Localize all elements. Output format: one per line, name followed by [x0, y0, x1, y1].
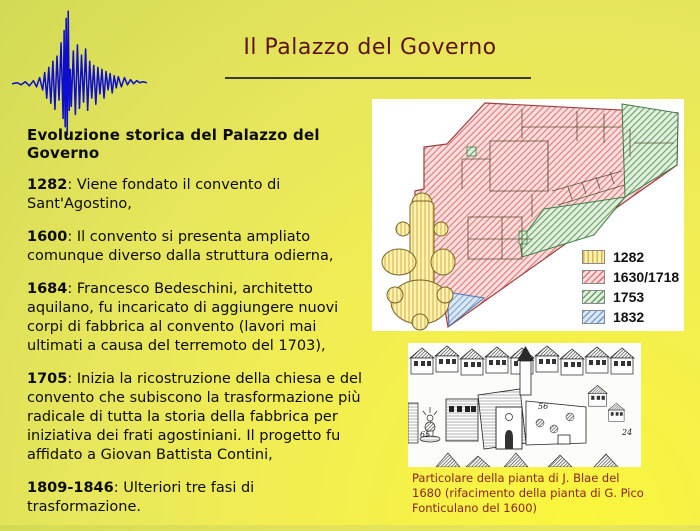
engraving-building [408, 403, 418, 443]
region-1753 [519, 231, 527, 244]
engraving-number-56: 56 [538, 402, 549, 411]
history-paragraph [27, 479, 369, 517]
page-title: Il Palazzo del Governo [243, 35, 497, 60]
engraving-courtyard [526, 401, 586, 445]
engraving-panel [408, 343, 641, 467]
history-paragraph [27, 176, 369, 214]
engraving-number-65: 65 [420, 430, 431, 439]
floorplan-legend [582, 245, 679, 329]
paragraph-text: : Viene fondato il convento di Sant'Agostino, [27, 177, 281, 212]
legend-label: 1630/1718 [613, 269, 680, 285]
title-underline [225, 77, 531, 79]
legend-item [582, 269, 679, 285]
legend-swatch-1753 [582, 290, 605, 304]
engraving-number-24: 24 [622, 428, 633, 437]
history-paragraph [27, 228, 369, 266]
year-label: 1684 [27, 281, 68, 297]
paragraph-text: : Ulteriori tre fasi di trasformazione. [27, 480, 255, 515]
paragraph-text: : Francesco Bedeschini, architetto aquilano, fu incaricato di aggiungere nuovi corpi di fabbrica al convento (lavori mai ultimati a causa del terremoto del 1703), [27, 281, 339, 354]
history-paragraph [27, 370, 369, 465]
history-heading: Evoluzione storica del Palazzo del Governo [27, 126, 320, 162]
engraving-roofs-bottom [436, 453, 618, 467]
engraving-caption: Particolare della pianta di J. Blae del 1680 (rifacimento della pianta di G. Pico Fonticulano del 1600) [412, 471, 644, 516]
legend-swatch-1630-1718 [582, 270, 605, 284]
history-column [27, 126, 369, 531]
legend-item [582, 309, 679, 325]
legend-item [582, 289, 679, 305]
year-label: 1809-1846 [27, 480, 114, 496]
legend-swatch-1282 [582, 250, 605, 264]
year-label: 1705 [27, 371, 68, 387]
history-paragraph [27, 280, 369, 356]
paragraph-text: : Il convento si presenta ampliato comunque diverso dalla struttura odierna, [27, 229, 334, 264]
year-label: 1282 [27, 177, 68, 193]
year-label: 1600 [27, 229, 68, 245]
legend-swatch-1832 [582, 310, 605, 324]
legend-label: 1282 [613, 249, 645, 265]
engraving-image [408, 343, 641, 467]
paragraph-text: : Inizia la ricostruzione della chiesa e del convento che subiscono la trasformazione più radicale di tutta la storia della fabbrica per iniziativa dei frati agostiniani. Il progetto fu affidato a Giovan Battista Contini, [27, 371, 362, 463]
floorplan-panel [372, 99, 684, 331]
engraving-convent-wing [446, 399, 478, 441]
legend-item [582, 249, 679, 265]
legend-label: 1832 [613, 309, 645, 325]
legend-label: 1753 [613, 289, 645, 305]
engraving-houses-right [588, 385, 625, 421]
seismogram-icon [12, 8, 150, 136]
region-1753 [467, 147, 476, 156]
